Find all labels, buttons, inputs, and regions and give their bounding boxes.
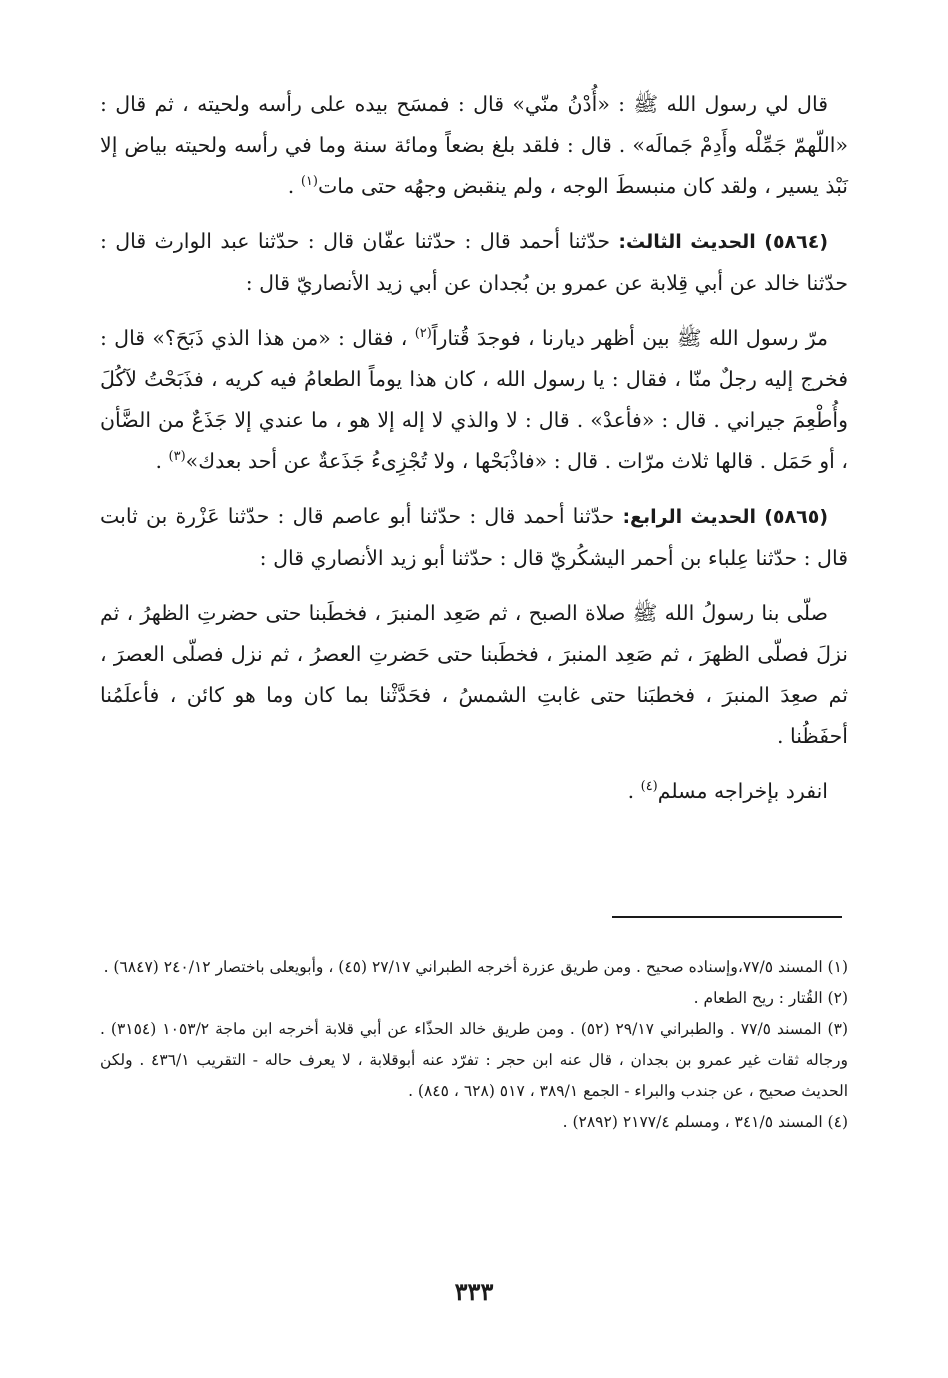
footnotes [100,952,848,1138]
paragraph-hadith-2-conclusion: قال لي رسول الله ﷺ : «أُدْنُ منّي» قال : فمسَح بيده على رأسه ولحيته ، ثم قال : «اللّهمّ جَمِّلْه وأَدِمْ جَمالَه» . قال : فلقد بلغ بضعاً ومائة سنة وما في رأسه ولحيته بياض إلا نَبْذ يسير ، ولقد كان منبسطَ الوجه ، ولم ينقبض وجهُه حتى مات$^{(١)}$ . [100,92,848,198]
hadith-3-text: مرّ رسول الله ﷺ بين أظهر ديارنا ، فوجدَ قُتاراً$^{(٢)}$ ، فقال : «من هذا الذي ذَبَحَ؟» قال : فخرج إليه رجلٌ منّا ، فقال : يا رسول الله ، كان هذا يوماً الطعامُ فيه كريه ، فذَبَحْتُ لآكُلَ وأُطْعِمَ جيراني . قال : «فأعدْ» . قال : لا والذي لا إله إلا هو ، ما عندي إلا جَذَعٌ من الضَّأن ، أو حَمَل . قالها ثلاث مرّات . قال : «فاذْبَحْها ، ولا تُجْزِىءُ جَذَعةٌ عن أحد بعدك»$^{(٣)}$ . [100,326,848,473]
footnote-2: (٢) القُتار : ريح الطعام . [693,989,848,1007]
footnote-4: (٤) المسند ٣٤١/٥ ، ومسلم ٢١٧٧/٤ (٢٨٩٢) . [562,1113,848,1131]
main-text [100,84,848,812]
hadith-3-heading: (٥٨٦٤) الحديث الثالث: [618,231,829,253]
footnote-ref-4[interactable]: (٤) [640,779,658,795]
footnote-ref-1[interactable]: (١) [300,174,318,190]
hadith-4-isnad: (٥٨٦٥) الحديث الرابع: حدّثنا أحمد قال : حدّثنا أبو عاصم قال : حدّثنا عَزْرة بن ثابت قال : حدّثنا عِلباء بن أحمر اليشكُريّ قال : حدّثنا أبو زيد الأنصاري قال : [100,504,848,570]
hadith-4-heading: (٥٨٦٥) الحديث الرابع: [622,506,828,528]
hadith-4-text: صلّى بنا رسولُ الله ﷺ صلاة الصبح ، ثم صَعِد المنبرَ ، فخطَبنا حتى حضرتِ الظهرُ ، ثم نزلَ فصلّى الظهرَ ، ثم صَعِد المنبرَ ، فخطَبنا حتى حَضرتِ العصرُ ، ثم نزل فصلّى العصرَ ، ثم صعِدَ المنبرَ ، فخطبَنا حتى غابتِ الشمسُ ، فحَدَّثْنا بما كان وما هو كائن ، فأعلَمُنا أحفَظُنا . [100,601,848,748]
footnote-3: (٣) المسند ٧٧/٥ . والطبراني ٢٩/١٧ (٥٢) . ومن طريق خالد الحذّاء عن أبي قلابة أخرجه ابن ماجة ١٠٥٣/٢ (٣١٥٤) . ورجاله ثقات غير عمرو بن بجدان ، قال عنه ابن حجر : تفرّد عنه أبوقلابة ، لا يعرف حاله - التقريب ٤٣٦/١ . ولكن الحديث صحيح ، عن جندب والبراء - الجمع ٣٨٩/١ ، ٥١٧ (٦٢٨ ، ٨٤٥) . [100,1020,848,1100]
footnote-1: (١) المسند ٧٧/٥،وإسناده صحيح . ومن طريق عزرة أخرجه الطبراني ٢٧/١٧ (٤٥) ، وأبويعلى باختصار ٢٤٠/١٢ (٦٨٤٧) . [103,958,848,976]
closing-line: انفرد بإخراجه مسلم$^{(٤)}$ . [627,779,828,803]
footnote-ref-3[interactable]: (٣) [168,449,186,465]
page-number: ٣٣٣ [454,1277,494,1306]
hadith-3-isnad: (٥٨٦٤) الحديث الثالث: حدّثنا أحمد قال : حدّثنا عفّان قال : حدّثنا عبد الوارث قال : حدّثنا خالد عن أبي قِلابة عن عمرو بن بُجدان عن أبي زيد الأنصاريّ قال : [100,229,848,295]
footnote-ref-2[interactable]: (٢) [414,326,432,342]
footnote-separator [612,916,842,918]
